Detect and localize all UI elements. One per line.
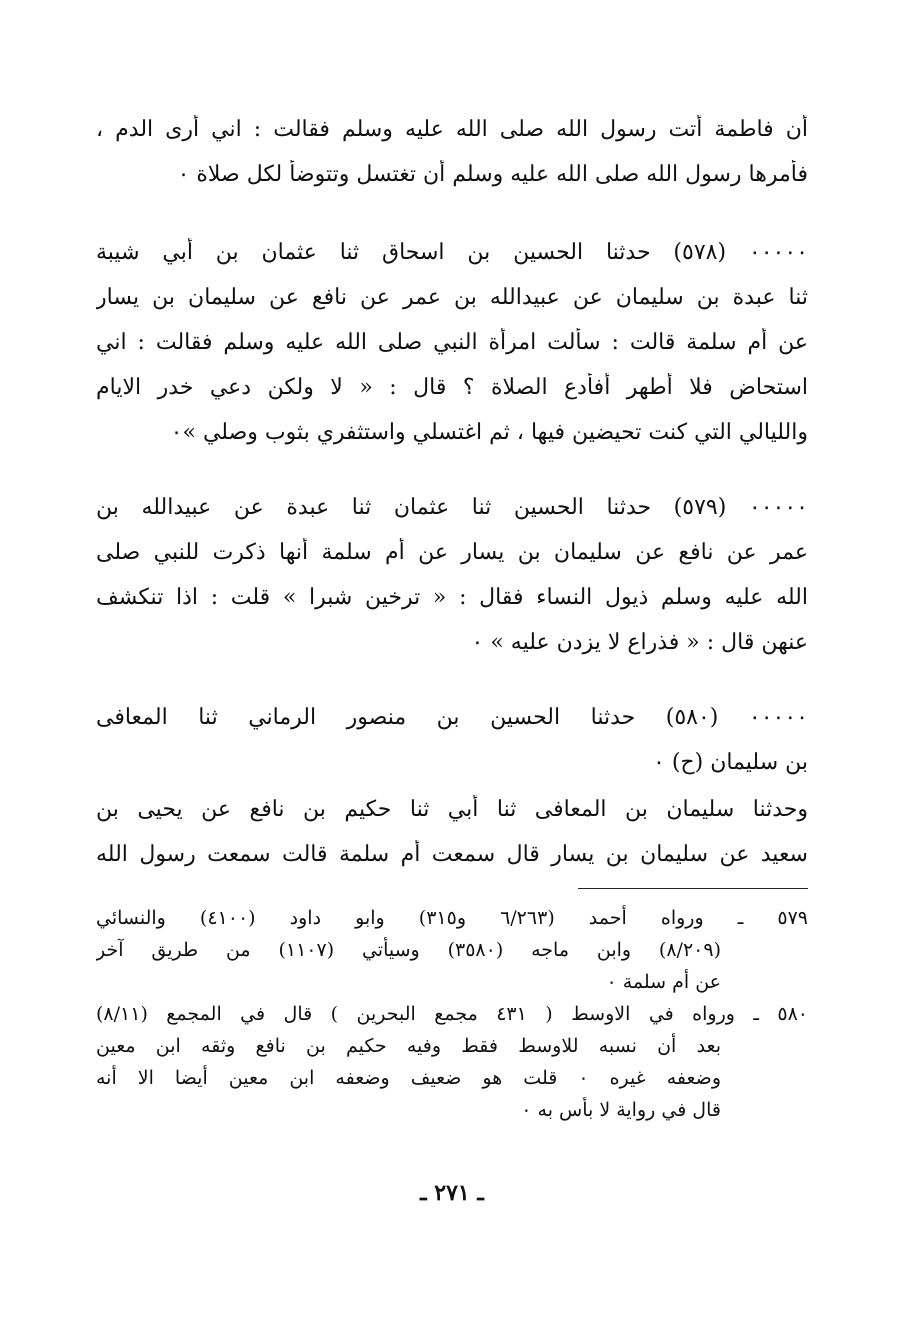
footnote-line: بعد أن نسبه للاوسط فقط وفيه حكيم بن نافع وثقه ابن معين — [96, 1035, 721, 1057]
body-line: ثنا عبدة بن سليمان عن عبيدالله بن عمر عن نافع عن سليمان بن يسار — [96, 285, 808, 310]
body-line: والليالي التي كنت تحيضين فيها ، ثم اغتسلي واستثفري بثوب وصلي »٠ — [170, 420, 808, 445]
body-line: استحاض فلا أطهر أفأدع الصلاة ؟ قال : « لا ولكن دعي خدر الايام — [96, 375, 808, 400]
body-line: وحدثنا سليمان بن المعافى ثنا أبي ثنا حكيم بن نافع عن يحيى بن — [96, 797, 808, 822]
body-line: عنهن قال : « فذراع لا يزدن عليه » ٠ — [471, 630, 808, 655]
footnote-line: ٥٧٩ ـ ورواه أحمد (٦/٢٦٣ و٣١٥) وابو داود (٤١٠٠) والنسائي — [96, 907, 808, 929]
body-line: عمر عن نافع عن سليمان بن يسار عن أم سلمة أنها ذكرت للنبي صلى — [96, 540, 808, 565]
body-line: أن فاطمة أتت رسول الله صلى الله عليه وسلم فقالت : اني أرى الدم ، — [96, 117, 808, 142]
footnote-line: قال في رواية لا بأس به ٠ — [521, 1099, 721, 1121]
footnote-line: (٨/٢٠٩) وابن ماجه (٣٥٨٠) وسيأتي (١١٠٧) من طريق آخر — [96, 939, 721, 961]
body-line: الله عليه وسلم ذيول النساء فقال : « ترخين شبرا » قلت : اذا تنكشف — [96, 585, 808, 610]
body-line: بن سليمان (ح) ٠ — [653, 750, 808, 775]
body-line: ٠٠٠٠٠ (٥٨٠) حدثنا الحسين بن منصور الرماني ثنا المعافى — [96, 705, 808, 730]
footnote-line: ٥٨٠ ـ ورواه في الاوسط ( ٤٣١ مجمع البحرين ) قال في المجمع (٨/١١) — [96, 1003, 808, 1025]
body-line: ٠٠٠٠٠ (٥٧٨) حدثنا الحسين بن اسحاق ثنا عثمان بن أبي شيبة — [96, 240, 808, 265]
body-line: سعيد عن سليمان بن يسار قال سمعت أم سلمة قالت سمعت رسول الله — [96, 842, 808, 867]
body-line: عن أم سلمة قالت : سألت امرأة النبي صلى الله عليه وسلم فقالت : اني — [96, 330, 808, 355]
footnote-line: وضعفه غيره ٠ قلت هو ضعيف وضعفه ابن معين أيضا الا أنه — [96, 1067, 721, 1089]
page-number: ـ ٢٧١ ـ — [420, 1180, 484, 1206]
footnote-divider — [578, 888, 808, 889]
footnote-line: عن أم سلمة ٠ — [606, 971, 721, 993]
body-line: ٠٠٠٠٠ (٥٧٩) حدثنا الحسين ثنا عثمان ثنا عبدة عن عبيدالله بن — [96, 495, 808, 520]
body-line: فأمرها رسول الله صلى الله عليه وسلم أن تغتسل وتتوضأ لكل صلاة ٠ — [177, 162, 808, 187]
